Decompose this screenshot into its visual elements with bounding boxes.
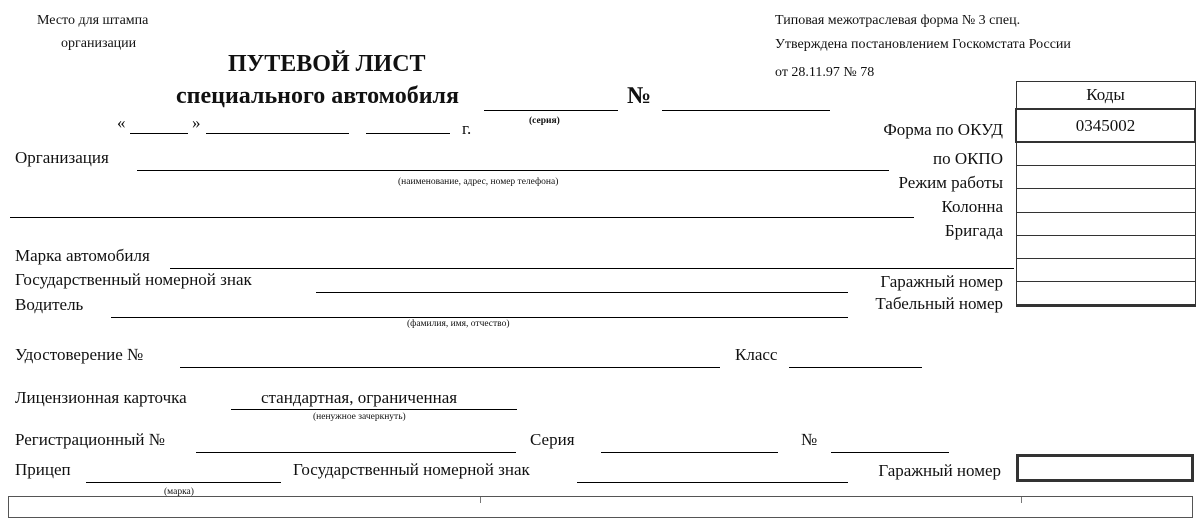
okud-label: Форма по ОКУД <box>883 120 1003 139</box>
license-card-label: Лицензионная карточка <box>15 388 187 407</box>
work-mode-code[interactable] <box>1016 166 1195 189</box>
registration-number-label: № <box>801 430 818 449</box>
brigade-label: Бригада <box>944 221 1003 240</box>
okpo-label: по ОКПО <box>932 149 1003 168</box>
bottom-table-frame <box>8 496 1193 518</box>
license-input-line[interactable] <box>180 367 720 368</box>
organization-input-line[interactable] <box>137 170 889 171</box>
trailer-input-line[interactable] <box>86 482 281 483</box>
form-info-line2: Утверждена постановлением Госкомстата России <box>775 37 1071 52</box>
form-info-line3: от 28.11.97 № 78 <box>775 65 875 80</box>
trailer-garage-label: Гаражный номер <box>878 461 1001 480</box>
column-label: Колонна <box>941 197 1003 216</box>
trailer-plate-input-line[interactable] <box>577 482 848 483</box>
stamp-label-line1: Место для штампа <box>37 13 149 28</box>
registration-number-line[interactable] <box>831 452 949 453</box>
class-label: Класс <box>735 345 778 364</box>
license-card-value[interactable]: стандартная, ограниченная <box>261 388 458 407</box>
trailer-caption: (марка) <box>164 487 194 497</box>
date-quote-close: » <box>192 113 201 132</box>
document-title: ПУТЕВОЙ ЛИСТ <box>228 51 426 77</box>
trailer-plate-label: Государственный номерной знак <box>293 460 530 479</box>
registration-series-line[interactable] <box>601 452 778 453</box>
series-label: Серия <box>530 430 575 449</box>
driver-input-line[interactable] <box>111 317 848 318</box>
form-info-line1: Типовая межотраслевая форма № 3 спец. <box>775 13 1021 28</box>
car-brand-label: Марка автомобиля <box>15 246 150 265</box>
license-card-input-line <box>231 409 517 410</box>
driver-caption: (фамилия, имя, отчество) <box>407 319 510 329</box>
bottom-table-divider <box>1021 497 1022 503</box>
registration-label: Регистрационный № <box>15 430 165 449</box>
date-month-line[interactable] <box>206 133 349 134</box>
brigade-code[interactable] <box>1016 212 1195 235</box>
license-label: Удостоверение № <box>15 345 144 364</box>
garage-number-label: Гаражный номер <box>880 272 1003 291</box>
stamp-label-line2: организации <box>61 36 137 51</box>
work-mode-label: Режим работы <box>898 173 1003 192</box>
series-input-line[interactable] <box>484 110 618 111</box>
organization-caption: (наименование, адрес, номер телефона) <box>398 177 559 187</box>
blank-code[interactable] <box>1016 235 1195 258</box>
date-year-line[interactable] <box>366 133 450 134</box>
car-brand-input-line[interactable] <box>170 268 1014 269</box>
trailer-garage-code-box[interactable] <box>1016 454 1194 482</box>
personnel-number-code[interactable] <box>1016 282 1195 306</box>
date-day-line[interactable] <box>130 133 188 134</box>
trailer-label: Прицеп <box>15 460 71 479</box>
okud-code[interactable]: 0345002 <box>1016 109 1195 142</box>
organization-label: Организация <box>15 148 109 167</box>
personnel-number-label: Табельный номер <box>875 294 1003 313</box>
document-subtitle: специального автомобиля <box>176 83 459 109</box>
registration-input-line[interactable] <box>196 452 516 453</box>
bottom-table-divider <box>480 497 481 503</box>
class-input-line[interactable] <box>789 367 922 368</box>
codes-header: Коды <box>1016 82 1195 110</box>
organization-input-line-2[interactable] <box>10 217 914 218</box>
plate-label: Государственный номерной знак <box>15 270 252 289</box>
codes-table <box>1015 81 1196 307</box>
series-caption: (серия) <box>529 116 560 126</box>
date-quote-open: « <box>117 113 126 132</box>
number-sign: № <box>627 83 652 109</box>
date-year-suffix: г. <box>462 119 472 138</box>
driver-label: Водитель <box>15 295 84 314</box>
number-input-line[interactable] <box>662 110 830 111</box>
plate-input-line[interactable] <box>316 292 848 293</box>
column-code[interactable] <box>1016 189 1195 212</box>
okpo-code[interactable] <box>1016 142 1195 166</box>
garage-number-code[interactable] <box>1016 258 1195 281</box>
license-card-caption: (ненужное зачеркнуть) <box>313 412 406 422</box>
